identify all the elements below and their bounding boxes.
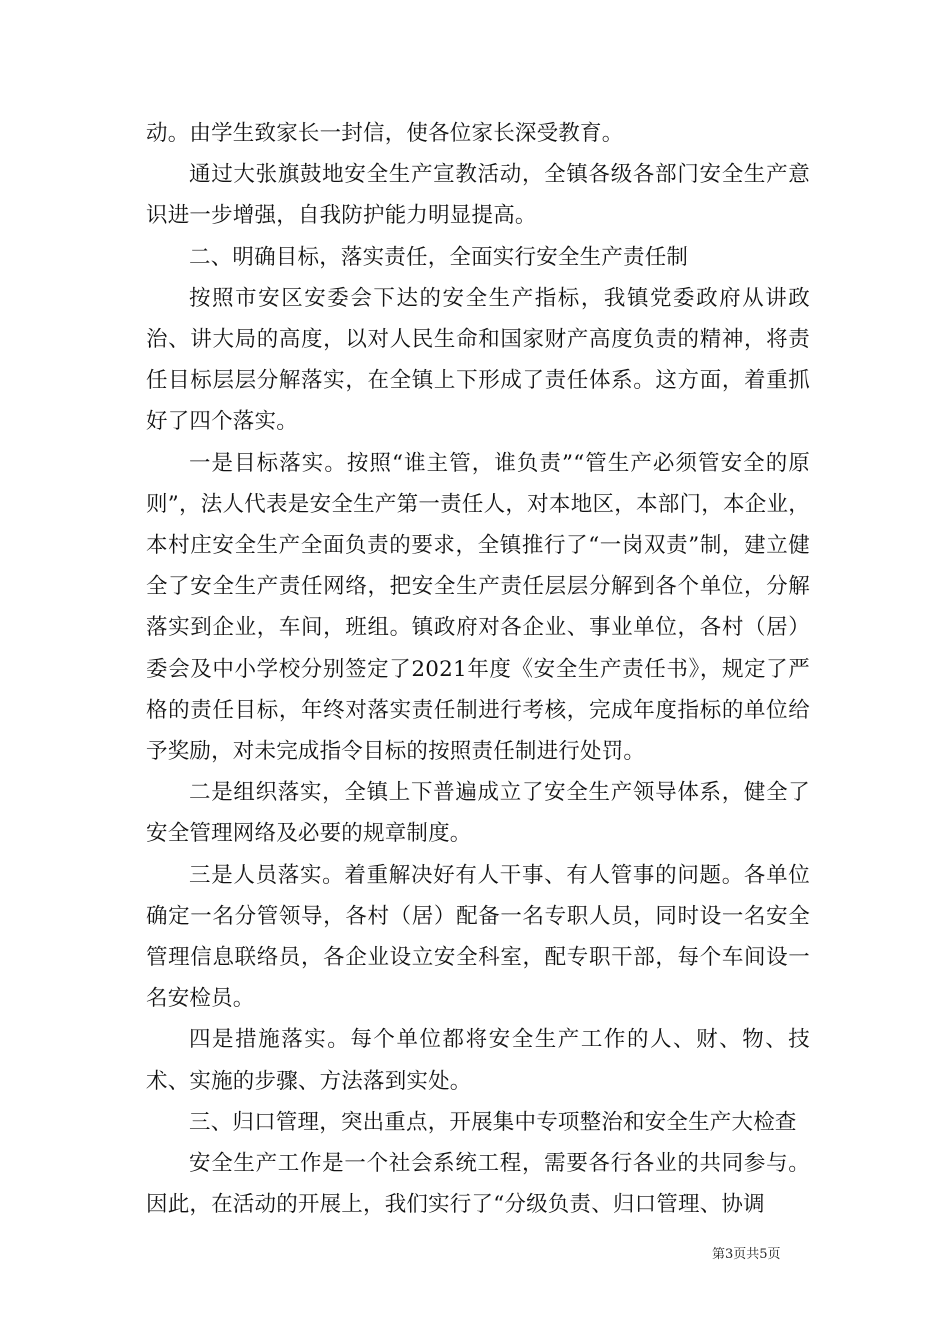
section-heading-2: 二、明确目标，落实责任，全面实行安全生产责任制 (189, 244, 689, 270)
paragraph-5: 二是组织落实，全镇上下普遍成立了安全生产领导体系，健全了安全管理网络及必要的规章制度。 (146, 780, 810, 847)
page-number: 第3页共5页 (712, 1247, 781, 1262)
paragraph-2: 通过大张旗鼓地安全生产宣教活动，全镇各级各部门安全生产意识进一步增强，自我防护能力明显提高。 (146, 162, 810, 229)
document-body (146, 113, 810, 1225)
paragraph-6: 三是人员落实。着重解决好有人干事、有人管事的问题。各单位确定一名分管领导，各村（居）配备一名专职人员，同时设一名安全管理信息联络员，各企业设立安全科室，配专职干部，每个车间设一名安检员。 (146, 862, 810, 1012)
section-heading-3: 三、归口管理，突出重点，开展集中专项整治和安全生产大检查 (189, 1109, 797, 1135)
paragraph-1: 动。由学生致家长一封信，使各位家长深受教育。 (146, 121, 624, 146)
paragraph-3: 按照市安区安委会下达的安全生产指标，我镇党委政府从讲政治、讲大局的高度，以对人民生命和国家财产高度负责的精神，将责任目标层层分解落实，在全镇上下形成了责任体系。这方面，着重抓好了四个落实。 (146, 285, 810, 435)
paragraph-8: 安全生产工作是一个社会系统工程，需要各行各业的共同参与。因此，在活动的开展上，我们实行了“分级负责、归口管理、协调 (146, 1151, 810, 1218)
paragraph-4: 一是目标落实。按照“谁主管，谁负责”“管生产必须管安全的原则”，法人代表是安全生产第一责任人，对本地区，本部门，本企业，本村庄安全生产全面负责的要求，全镇推行了“一岗双责”制，建立健全了安全生产责任网络，把安全生产责任层层分解到各个单位，分解落实到企业，车间，班组。镇政府对各企业、事业单位，各村（居）委会及中小学校分别签定了2021年度《安全生产责任书》，规定了严格的责任目标，年终对落实责任制进行考核，完成年度指标的单位给予奖励，对未完成指令目标的按照责任制进行处罚。 (146, 450, 810, 765)
paragraph-7: 四是措施落实。每个单位都将安全生产工作的人、财、物、技术、实施的步骤、方法落到实处。 (146, 1027, 810, 1094)
